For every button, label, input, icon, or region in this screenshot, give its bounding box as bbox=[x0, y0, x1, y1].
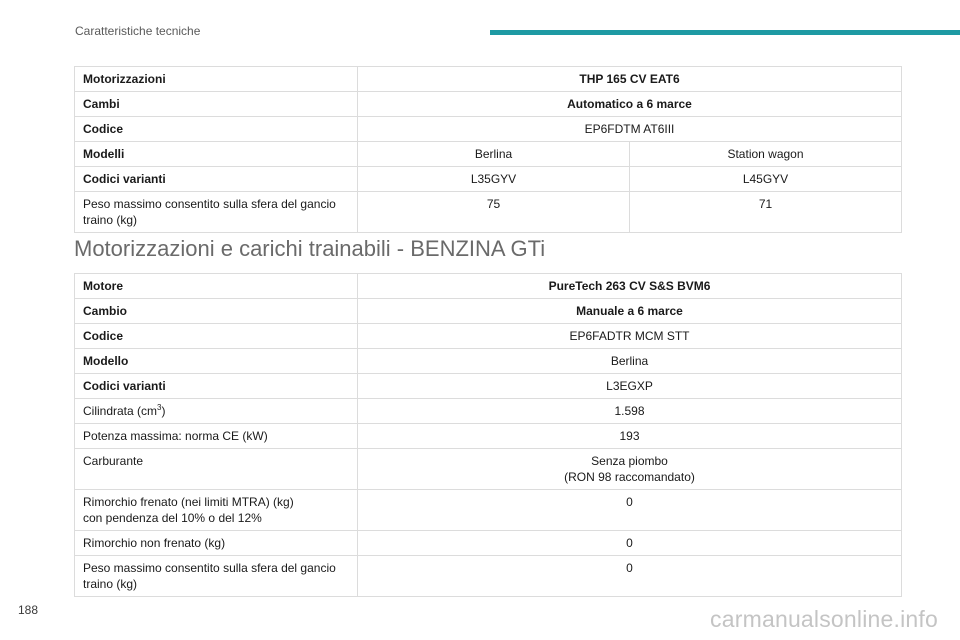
braked-trailer-value: 0 bbox=[358, 490, 902, 531]
table-row bbox=[75, 449, 902, 490]
engine-label: Motore bbox=[75, 274, 358, 299]
towball-value-2: 71 bbox=[630, 192, 902, 233]
table-row bbox=[75, 556, 902, 597]
table-row bbox=[75, 399, 902, 424]
gearbox-label: Cambi bbox=[75, 92, 358, 117]
towball-label-line2: traino (kg) bbox=[83, 213, 138, 227]
braked-trailer-label bbox=[75, 490, 358, 531]
unbraked-trailer-value: 0 bbox=[358, 531, 902, 556]
displacement-superscript: 3 bbox=[157, 403, 162, 412]
displacement-label bbox=[75, 399, 358, 424]
towball-label-line1: Peso massimo consentito sulla sfera del gancio bbox=[83, 197, 336, 211]
table-row bbox=[75, 531, 902, 556]
variants-value: L3EGXP bbox=[358, 374, 902, 399]
section-title: Caratteristiche tecniche bbox=[75, 24, 201, 38]
table-row bbox=[75, 274, 902, 299]
watermark: carmanualsonline.info bbox=[710, 606, 938, 632]
code-value: EP6FADTR MCM STT bbox=[358, 324, 902, 349]
table-row bbox=[75, 142, 902, 167]
engine-label: Motorizzazioni bbox=[75, 67, 358, 92]
code-label: Codice bbox=[75, 324, 358, 349]
gearbox-value: Manuale a 6 marce bbox=[358, 299, 902, 324]
fuel-value-line1: Senza piombo bbox=[591, 454, 668, 468]
table-row bbox=[75, 192, 902, 233]
code-label: Codice bbox=[75, 117, 358, 142]
variant-code-2: L45GYV bbox=[630, 167, 902, 192]
model-label: Modello bbox=[75, 349, 358, 374]
model-value: Berlina bbox=[358, 349, 902, 374]
towball-label bbox=[75, 556, 358, 597]
towball-label bbox=[75, 192, 358, 233]
spec-table-gti bbox=[74, 273, 902, 597]
section-heading: Motorizzazioni e carichi trainabili - BENZINA GTi bbox=[74, 236, 546, 261]
table-row bbox=[75, 117, 902, 142]
models-label: Modelli bbox=[75, 142, 358, 167]
table-row bbox=[75, 324, 902, 349]
power-value: 193 bbox=[358, 424, 902, 449]
towball-value-1: 75 bbox=[358, 192, 630, 233]
displacement-label-text: Cilindrata (cm bbox=[83, 404, 158, 418]
variant-code-1: L35GYV bbox=[358, 167, 630, 192]
displacement-value: 1.598 bbox=[358, 399, 902, 424]
displacement-label-close: ) bbox=[161, 404, 166, 418]
spec-table-thp165 bbox=[74, 66, 902, 233]
fuel-value-line2: (RON 98 raccomandato) bbox=[564, 470, 695, 484]
header-accent-bar bbox=[490, 30, 960, 35]
engine-value: THP 165 CV EAT6 bbox=[358, 67, 902, 92]
variants-label: Codici varianti bbox=[75, 167, 358, 192]
model-berlina: Berlina bbox=[358, 142, 630, 167]
towball-value: 0 bbox=[358, 556, 902, 597]
table-row bbox=[75, 374, 902, 399]
gearbox-value: Automatico a 6 marce bbox=[358, 92, 902, 117]
braked-trailer-label-line1: Rimorchio frenato (nei limiti MTRA) (kg) bbox=[83, 495, 294, 509]
gearbox-label: Cambio bbox=[75, 299, 358, 324]
unbraked-trailer-label: Rimorchio non frenato (kg) bbox=[75, 531, 358, 556]
fuel-value bbox=[358, 449, 902, 490]
table-row bbox=[75, 490, 902, 531]
towball-label-line1: Peso massimo consentito sulla sfera del gancio bbox=[83, 561, 336, 575]
engine-value: PureTech 263 CV S&S BVM6 bbox=[358, 274, 902, 299]
code-value: EP6FDTM AT6III bbox=[358, 117, 902, 142]
variants-label: Codici varianti bbox=[75, 374, 358, 399]
fuel-label: Carburante bbox=[75, 449, 358, 490]
table-row bbox=[75, 299, 902, 324]
model-station-wagon: Station wagon bbox=[630, 142, 902, 167]
page-number: 188 bbox=[18, 603, 39, 617]
table-row bbox=[75, 424, 902, 449]
table-row bbox=[75, 167, 902, 192]
braked-trailer-label-line2: con pendenza del 10% o del 12% bbox=[83, 511, 262, 525]
table-row bbox=[75, 67, 902, 92]
power-label: Potenza massima: norma CE (kW) bbox=[75, 424, 358, 449]
table-row bbox=[75, 349, 902, 374]
table-row bbox=[75, 92, 902, 117]
towball-label-line2: traino (kg) bbox=[83, 577, 138, 591]
